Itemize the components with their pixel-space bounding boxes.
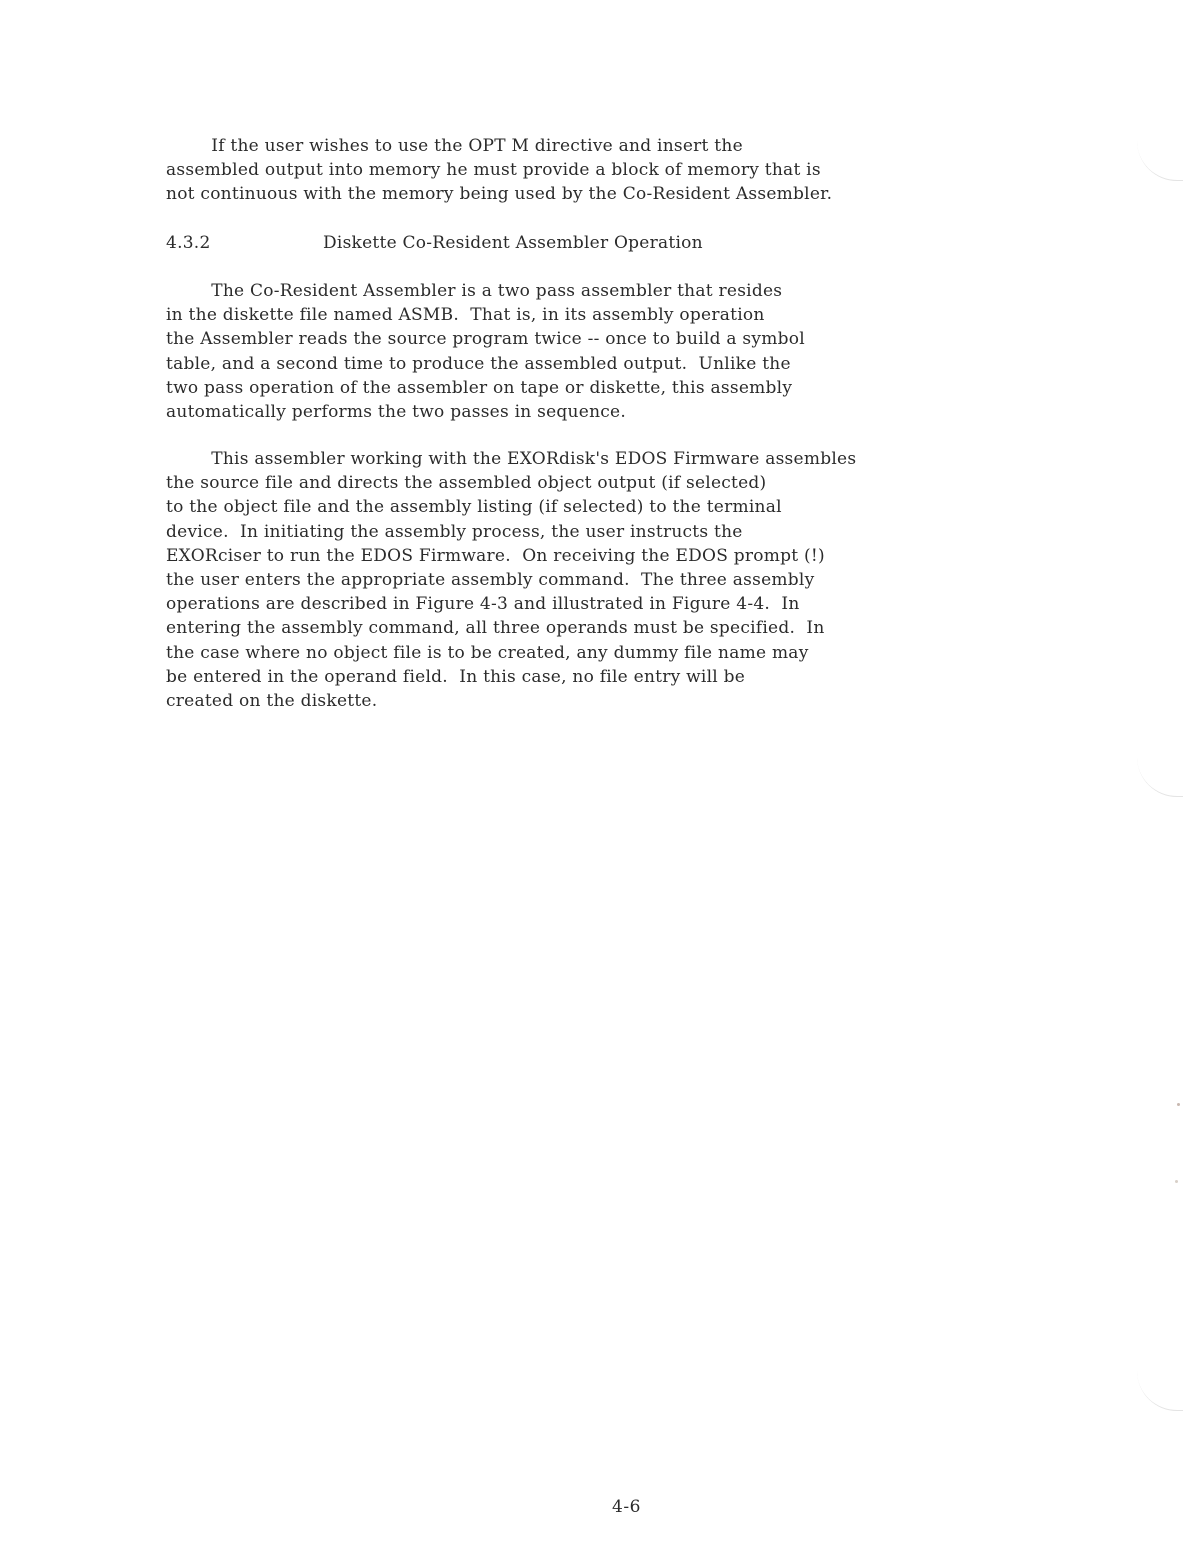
scan-speck: [1177, 1103, 1180, 1106]
paragraph-edos-firmware: This assembler working with the EXORdisk's EDOS Firmware assembles the source file and directs the assembled object output (if selected) to the object file and the assembly listing (if selected) to the terminal device. In initiating the assembly process, the user instructs the EXORciser to run the EDOS Firmware. On receiving the EDOS prompt (!) the user enters the appropriate assembly command. The three assembly operations are described in Figure 4-3 and illustrated in Figure 4-4. In entering the assembly command, all three operands must be specified. In the case where no object file is to be created, any dummy file name may be entered in the operand field. In this case, no file entry will be created on the diskette.: [166, 449, 857, 712]
binder-hole-shadow: [1137, 736, 1183, 797]
page-number: 4-6: [612, 1497, 641, 1517]
paragraph-opt-m-directive: If the user wishes to use the OPT M directive and insert the assembled output into memory he must provide a block of memory that is not continuous with the memory being used by the Co-Resident Assembler.: [166, 136, 833, 205]
scan-speck: [1175, 1180, 1178, 1183]
paragraph-two-pass-assembler: The Co-Resident Assembler is a two pass assembler that resides in the diskette file named ASMB. That is, in its assembly operation the Assembler reads the source program twice -- once to build a symbol table, and a second time to produce the assembled output. Unlike the two pass operation of the assembler on tape or diskette, this assembly automatically performs the two passes in sequence.: [166, 281, 805, 423]
binder-hole-shadow: [1137, 1350, 1183, 1411]
binder-hole-shadow: [1137, 120, 1183, 181]
section-title: Diskette Co-Resident Assembler Operation: [323, 233, 703, 253]
section-number: 4.3.2: [166, 233, 211, 253]
